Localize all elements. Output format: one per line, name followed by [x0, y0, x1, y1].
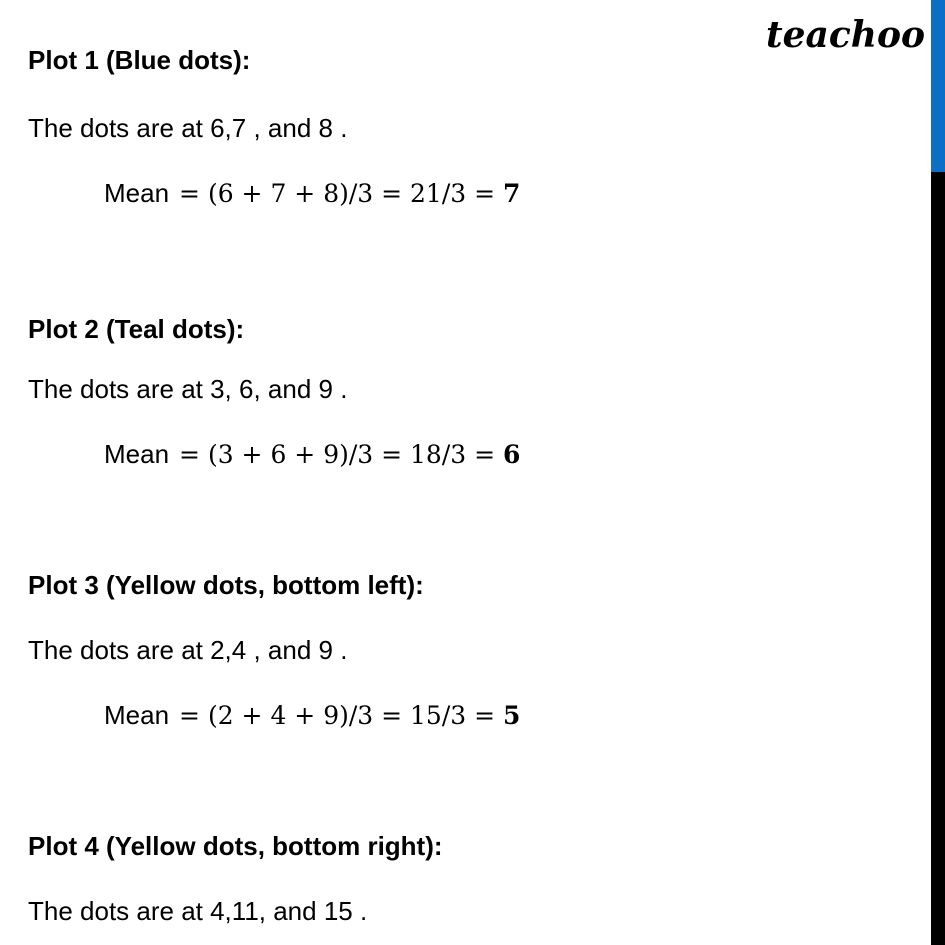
plot3-heading: Plot 3 (Yellow dots, bottom left):: [28, 570, 424, 600]
mean-equation: [179, 440, 520, 469]
mean-equation: [179, 179, 520, 208]
plot4-heading: Plot 4 (Yellow dots, bottom right):: [28, 831, 443, 861]
mean-equation: [179, 701, 520, 730]
sidebar-accent-blue: [931, 0, 945, 172]
plot2-mean: [104, 439, 520, 470]
plot2-dots: The dots are at 3, 6, and 9 .: [28, 374, 348, 404]
mean-result: 6: [503, 440, 521, 469]
teachoo-logo: teachoo: [766, 14, 925, 56]
plot4-dots: The dots are at 4,11, and 15 .: [28, 896, 368, 926]
equation-text: = (3 + 6 + 9)/3 = 18/3 =: [179, 440, 496, 469]
plot3-dots: The dots are at 2,4 , and 9 .: [28, 635, 348, 665]
mean-label: Mean: [104, 178, 170, 208]
equation-text: = (2 + 4 + 9)/3 = 15/3 =: [179, 701, 496, 730]
plot1-heading: Plot 1 (Blue dots):: [28, 45, 251, 75]
plot2-heading: Plot 2 (Teal dots):: [28, 314, 245, 344]
mean-label: Mean: [104, 439, 170, 469]
sidebar-accent-black: [931, 172, 945, 945]
equation-text: = (6 + 7 + 8)/3 = 21/3 =: [179, 179, 496, 208]
plot1-mean: [104, 178, 520, 209]
mean-label: Mean: [104, 700, 170, 730]
mean-result: 5: [503, 701, 521, 730]
mean-result: 7: [503, 179, 521, 208]
plot3-mean: [104, 700, 520, 731]
plot1-dots: The dots are at 6,7 , and 8 .: [28, 113, 348, 143]
